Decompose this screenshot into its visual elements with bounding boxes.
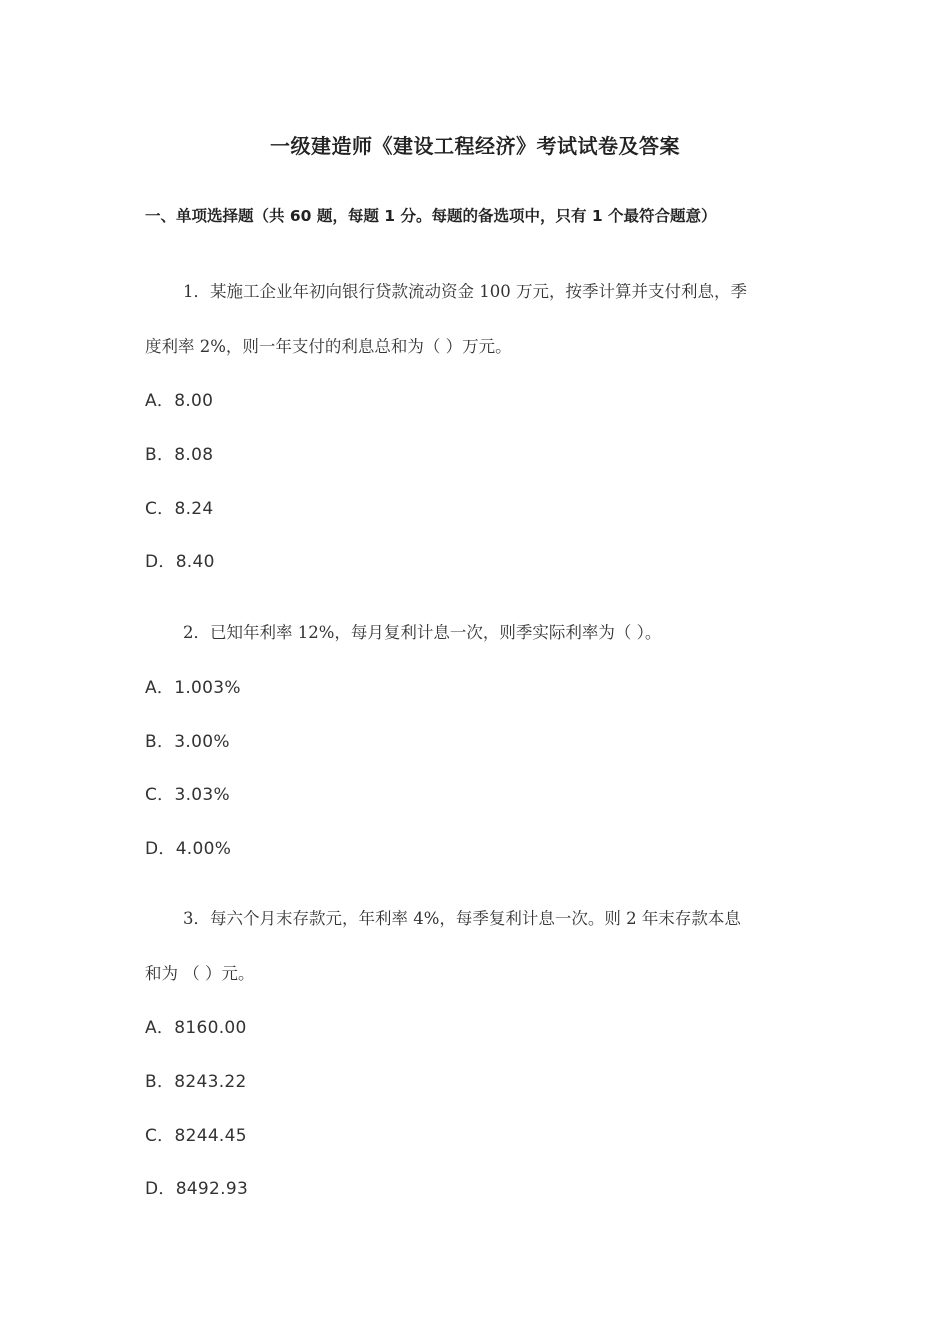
document-title: 一级建造师《建设工程经济》考试试卷及答案	[270, 134, 680, 158]
question-2-option-c: C．3.03%	[145, 785, 230, 805]
question-1-option-b: B．8.08	[145, 445, 214, 465]
question-3-option-c: C．8244.45	[145, 1126, 247, 1146]
question-3-stem-line-1: 3．每六个月末存款元，年利率 4%，每季复利计息一次。则 2 年末存款本息	[183, 909, 741, 928]
question-3-option-d: D．8492.93	[145, 1179, 249, 1199]
question-1-option-d: D．8.40	[145, 552, 215, 572]
question-2-option-d: D．4.00%	[145, 839, 232, 859]
question-1-option-c: C．8.24	[145, 499, 214, 519]
section-heading: 一、单项选择题（共 60 题，每题 1 分。每题的备选项中，只有 1 个最符合题意）	[145, 207, 717, 225]
question-1-option-a: A．8.00	[145, 391, 214, 411]
question-3-option-b: B．8243.22	[145, 1072, 247, 1092]
question-2-stem-line-1: 2．已知年利率 12%，每月复利计息一次，则季实际利率为（ ）。	[183, 623, 662, 642]
question-1-stem-line-2: 度利率 2%，则一年支付的利息总和为（ ）万元。	[145, 337, 512, 356]
question-1-stem-line-1: 1．某施工企业年初向银行贷款流动资金 100 万元，按季计算并支付利息，季	[183, 282, 747, 301]
question-3-stem-line-2: 和为 （ ）元。	[145, 964, 255, 983]
question-2-option-b: B．3.00%	[145, 732, 230, 752]
question-2-option-a: A．1.003%	[145, 678, 241, 698]
question-3-option-a: A．8160.00	[145, 1018, 247, 1038]
